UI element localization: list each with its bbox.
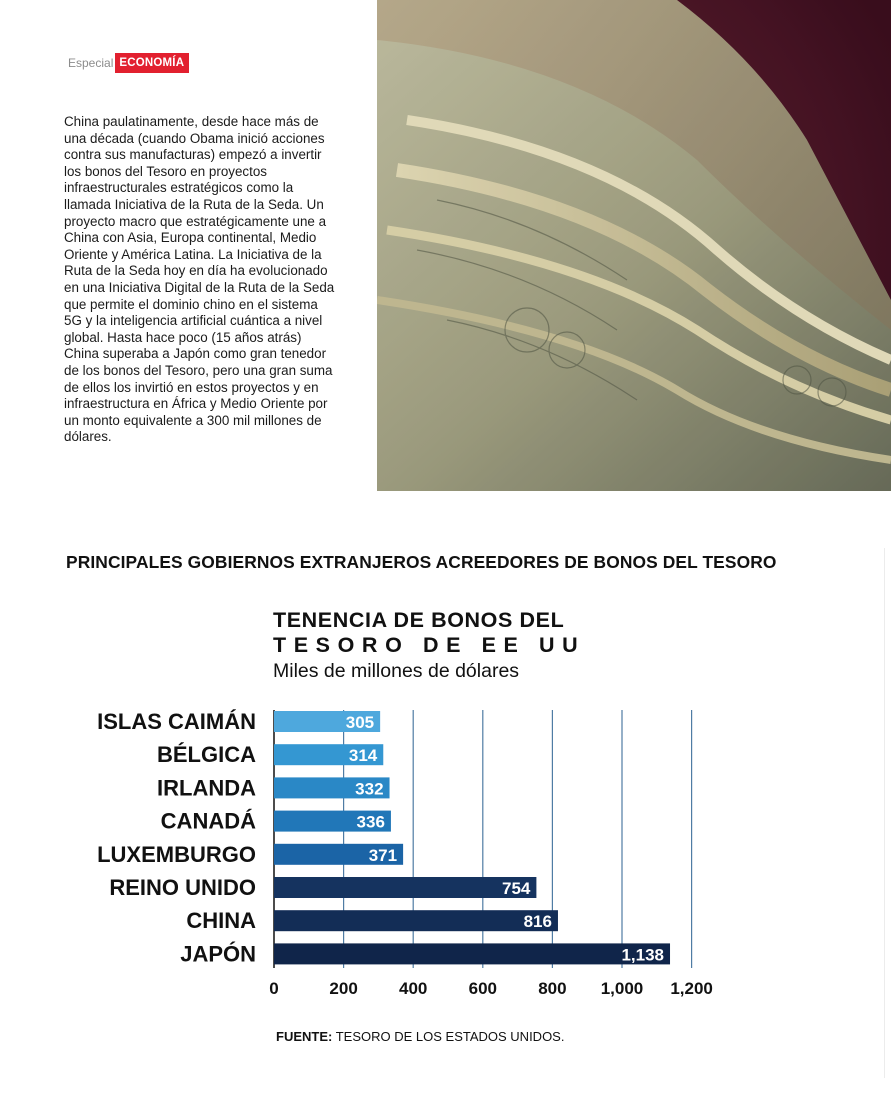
data-label: 332 — [355, 779, 384, 799]
data-label: 371 — [368, 845, 398, 865]
source-label: FUENTE: — [276, 1029, 333, 1044]
category-label: CHINA — [186, 908, 256, 934]
chart-title-line1: TENENCIA DE BONOS DEL — [273, 608, 565, 632]
source-text: TESORO DE LOS ESTADOS UNIDOS. — [332, 1029, 565, 1044]
data-label: 754 — [502, 879, 531, 898]
infographic-title: PRINCIPALES GOBIERNOS EXTRANJEROS ACREEDORES DE BONOS DEL TESORO — [66, 552, 777, 572]
category-label: JAPÓN — [180, 941, 256, 967]
x-tick-label: 0 — [269, 979, 279, 998]
category-label: BÉLGICA — [157, 742, 256, 768]
x-tick-label: 1,000 — [600, 979, 644, 998]
data-label: 305 — [345, 713, 375, 732]
category-label: ISLAS CAIMÁN — [97, 709, 256, 734]
data-label: 1,138 — [621, 945, 665, 965]
article-body: China paulatinamente, desde hace más de una década (cuando Obama inició acciones contra sus manufacturas) empezó a invertir los bonos del Tesoro en proyectos infraestructurales estratégicos como la llamada Iniciativa de la Ruta de la Seda. Un proyecto macro que estratégicamente une a China con Asia, Europa continental, Medio Oriente y América Latina. La Iniciativa de la Ruta de la Seda hoy en día ha evolucionado en una Iniciativa Digital de la Ruta de la Seda que permite el dominio chino en el sistema 5G y la inteligencia artificial cuántica a nivel global. Hasta hace poco (15 años atrás) China superaba a Japón como gran tenedor de los bonos del Tesoro, pero una gran suma de ellos los invirtió en estos proyectos y en infraestructura en África y Medio Oriente por un monto equivalente a 300 mil millones de dólares. — [64, 114, 335, 445]
bar — [274, 910, 558, 931]
bar — [274, 877, 536, 898]
category-label: LUXEMBURGO — [97, 841, 256, 867]
section-label: ECONOMÍA — [115, 53, 189, 73]
data-label: 336 — [356, 812, 385, 832]
category-label: REINO UNIDO — [109, 875, 256, 900]
section-prefix: Especial — [68, 56, 114, 70]
x-tick-label: 200 — [329, 979, 358, 998]
x-tick-label: 1,200 — [670, 979, 713, 998]
bar — [274, 943, 670, 964]
chart-title-line2: TESORO DE EE UU — [273, 633, 586, 657]
source-note — [276, 1029, 564, 1044]
chart-subtitle: Miles de millones de dólares — [273, 660, 520, 682]
x-tick-label: 600 — [468, 979, 497, 998]
x-tick-label: 800 — [538, 979, 567, 998]
data-label: 314 — [348, 746, 378, 766]
data-label: 816 — [523, 912, 552, 932]
category-label: IRLANDA — [157, 775, 256, 801]
category-label: CANADÁ — [160, 808, 256, 834]
x-tick-label: 400 — [399, 979, 428, 998]
